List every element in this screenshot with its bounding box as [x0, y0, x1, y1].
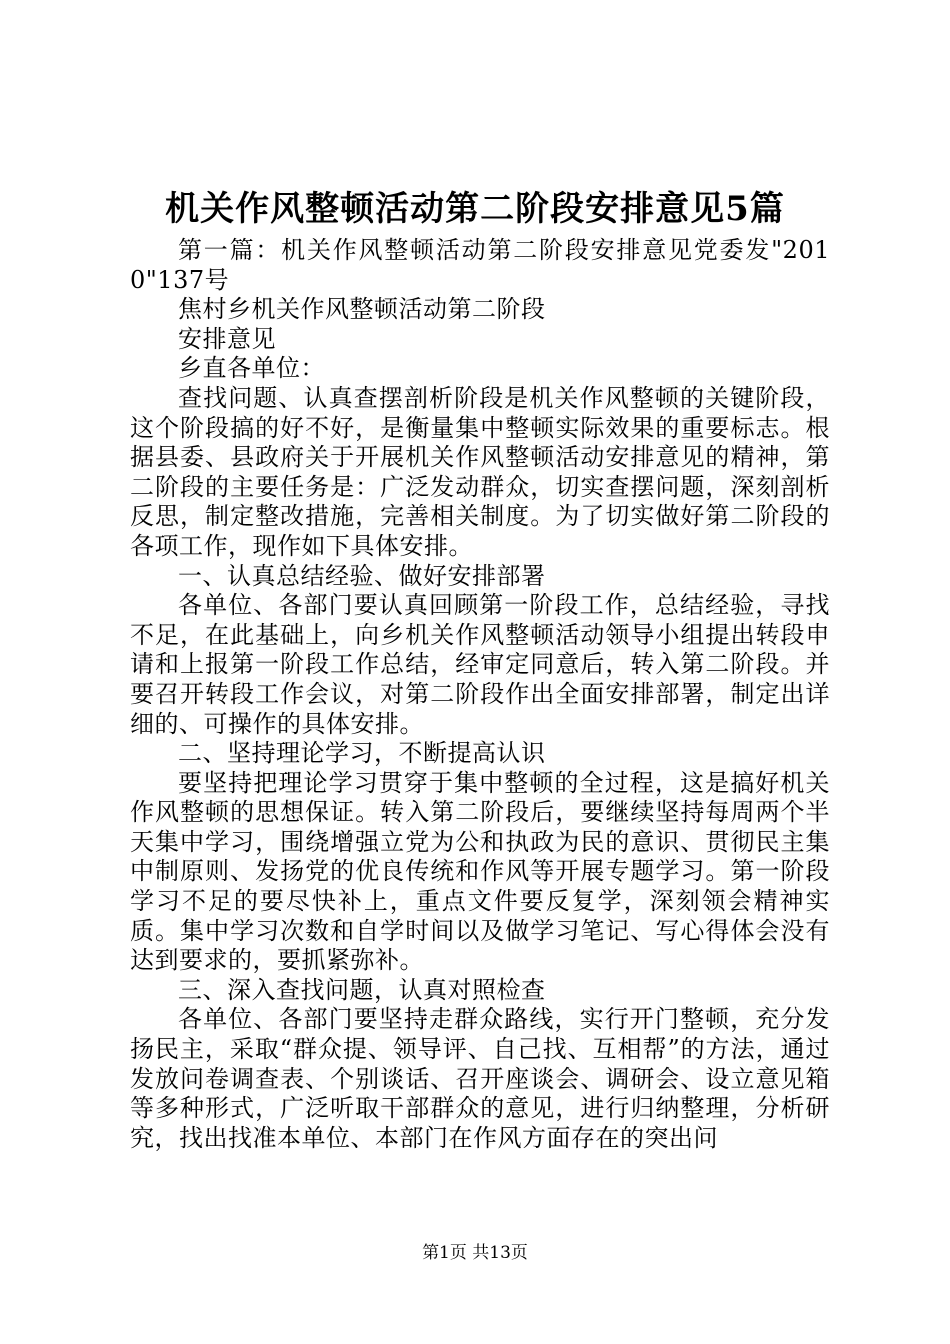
paragraph: 焦村乡机关作风整顿活动第二阶段 — [178, 295, 546, 324]
section-heading: 二、坚持理论学习，不断提高认识 — [178, 739, 546, 768]
paragraph: 要坚持把理论学习贯穿于集中整顿的全过程，这是搞好机关作风整顿的思想保证。转入第二阶段后，要继续坚持每周两个半天集中学习，围绕增强立党为公和执政为民的意识、贯彻民主集中制原则、发扬党的优良传统和作风等开展专题学习。第一阶段学习不足的要尽快补上，重点文件要反复学，深刻领会精神实质。集中学习次数和自学时间以及做学习笔记、写心得体会没有达到要求的，要抓紧弥补。 — [130, 768, 830, 975]
paragraph: 安排意见 — [178, 324, 276, 353]
document-title: 机关作风整顿活动第二阶段安排意见5篇 — [165, 189, 785, 229]
paragraph: 乡直各单位： — [178, 354, 325, 383]
paragraph: 各单位、各部门要认真回顾第一阶段工作，总结经验，寻找不足，在此基础上，向乡机关作风整顿活动领导小组提出转段申请和上报第一阶段工作总结，经审定同意后，转入第二阶段。并要召开转段工作会议，对第二阶段作出全面安排部署，制定出详细的、可操作的具体安排。 — [130, 591, 830, 738]
section-heading: 三、深入查找问题，认真对照检查 — [178, 975, 546, 1004]
document-body — [130, 236, 830, 1153]
section-heading: 一、认真总结经验、做好安排部署 — [178, 561, 546, 590]
paragraph: 各单位、各部门要坚持走群众路线，实行开门整顿，充分发扬民主，采取“群众提、领导评、自己找、互相帮”的方法，通过发放问卷调查表、个别谈话、召开座谈会、调研会、设立意见箱等多种形式，广泛听取干部群众的意见，进行归纳整理，分析研究，找出找准本单位、本部门在作风方面存在的突出问 — [130, 1005, 830, 1152]
paragraph: 查找问题、认真查摆剖析阶段是机关作风整顿的关键阶段，这个阶段搞的好不好，是衡量集中整顿实际效果的重要标志。根据县委、县政府关于开展机关作风整顿活动安排意见的精神，第二阶段的主要任务是：广泛发动群众，切实查摆问题，深刻剖析反思，制定整改措施，完善相关制度。为了切实做好第二阶段的各项工作，现作如下具体安排。 — [130, 383, 830, 560]
page-footer: 第1页 共13页 — [422, 1243, 528, 1263]
paragraph: 第一篇：机关作风整顿活动第二阶段安排意见党委发"2010"137号 — [130, 236, 830, 294]
